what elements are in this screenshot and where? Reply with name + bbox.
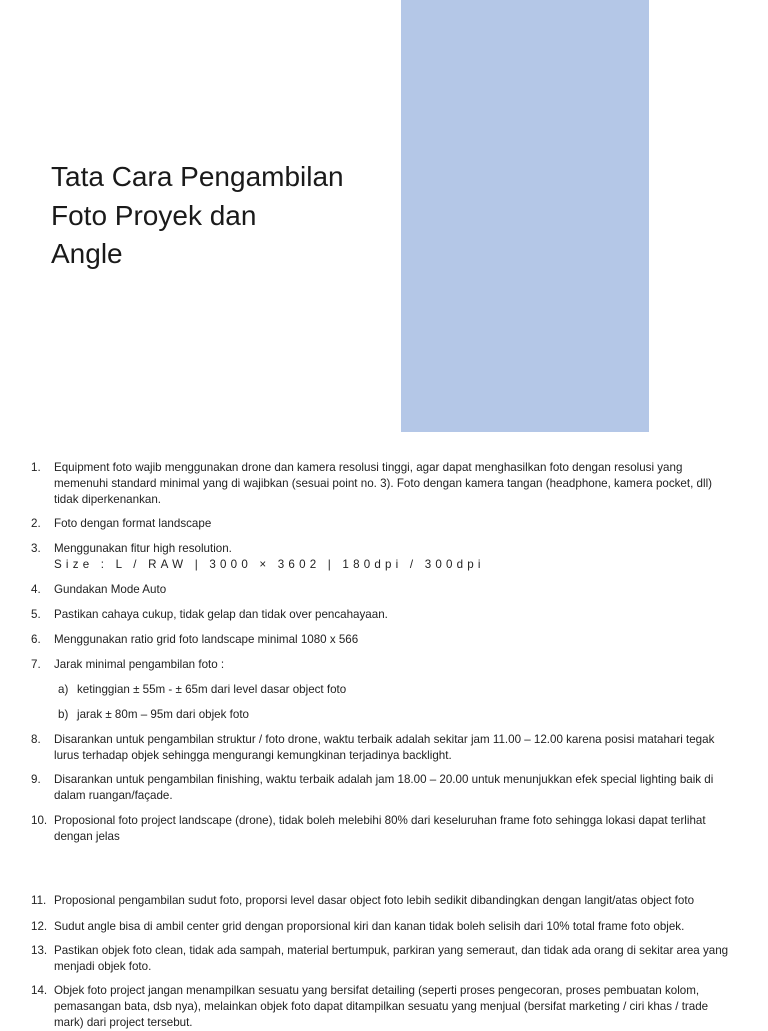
- list-number: 9.: [31, 773, 41, 786]
- list-number: 13.: [31, 944, 48, 957]
- list-number: 3.: [31, 542, 41, 555]
- title-line: Tata Cara Pengambilan: [51, 161, 344, 192]
- list-text: Jarak minimal pengambilan foto :: [54, 658, 225, 671]
- list-text: Disarankan untuk pengambilan finishing, waktu terbaik adalah jam 18.00 – 20.00 untuk menunjukkan efek special lighting baik di: [54, 773, 714, 786]
- list-text: Equipment foto wajib menggunakan drone dan kamera resolusi tinggi, agar dapat menghasilkan foto dengan resolusi yang: [54, 461, 683, 474]
- list-text: memenuhi standard minimal yang di wajibkan (sesuai point no. 3). Foto dengan kamera tangan (headphone, kamera pocket, dll): [54, 477, 713, 490]
- cover-image-panel: [401, 0, 649, 432]
- list-text: dalam ruangan/façade.: [54, 789, 173, 802]
- list-number: 10.: [31, 814, 48, 827]
- title-line: Foto Proyek dan: [51, 199, 257, 231]
- list-text: Menggunakan fitur high resolution.: [54, 542, 232, 555]
- list-text: Disarankan untuk pengambilan struktur / foto drone, waktu terbaik adalah sekitar jam 11.00 – 12.00 karena posisi matahari tegak: [54, 733, 715, 746]
- list-text: Pastikan objek foto clean, tidak ada sampah, material bertumpuk, parkiran yang semeraut, dan tidak ada orang di sekitar area yang: [54, 944, 729, 957]
- list-text: Pastikan cahaya cukup, tidak gelap dan tidak over pencahayaan.: [54, 608, 388, 621]
- document-title: [51, 158, 381, 274]
- list-text: Proposional foto project landscape (drone), tidak boleh melebihi 80% dari keseluruhan frame foto sehingga lokasi dapat terlihat: [54, 814, 706, 827]
- list-text: dengan jelas: [54, 830, 120, 843]
- list-text: Menggunakan ratio grid foto landscape minimal 1080 x 566: [54, 633, 359, 646]
- list-text: pemasangan bata, dsb nya), melainkan objek foto dapat ditampilkan sesuatu yang menjual (bersifat marketing / ciri khas / trade: [54, 1000, 709, 1013]
- list-number: 5.: [31, 608, 41, 621]
- list-text: ketinggian ± 55m - ± 65m dari level dasar object foto: [77, 683, 347, 696]
- list-text: Objek foto project jangan menampilkan sesuatu yang bersifat detailing (seperti proses pengecoran, proses pembuatan kolom,: [54, 984, 700, 997]
- list-number: 6.: [31, 633, 41, 646]
- title-line: Angle: [51, 238, 123, 269]
- list-number: 2.: [31, 517, 41, 530]
- list-number: 14.: [31, 984, 48, 997]
- sub-list-marker: b): [58, 708, 69, 721]
- sub-list-marker: a): [58, 683, 69, 696]
- size-spec-text: Size : L / RAW | 3000 × 3602 | 180dpi / 300dpi: [54, 558, 485, 571]
- list-text: lurus terhadap objek sehingga mengurangi kemungkinan terjadinya backlight.: [54, 749, 452, 762]
- list-text: Foto dengan format landscape: [54, 517, 212, 530]
- list-number: 1.: [31, 461, 41, 474]
- list-text: Gundakan Mode Auto: [54, 583, 167, 596]
- list-text: tidak diperkenankan.: [54, 493, 161, 506]
- list-number: 8.: [31, 733, 41, 746]
- list-number: 4.: [31, 583, 41, 596]
- list-text: menjadi objek foto.: [54, 960, 152, 973]
- list-number: 11.: [31, 894, 47, 907]
- list-number: 12.: [31, 920, 48, 933]
- list-text: Proposional pengambilan sudut foto, proporsi level dasar object foto lebih sedikit dibandingkan dengan langit/atas object foto: [54, 894, 695, 907]
- list-text: Sudut angle bisa di ambil center grid dengan proporsional kiri dan kanan tidak boleh selisih dari 10% total frame foto objek.: [54, 920, 685, 933]
- list-text: mark) dari project tersebut.: [54, 1016, 193, 1029]
- list-number: 7.: [31, 658, 41, 671]
- list-text: jarak ± 80m – 95m dari objek foto: [77, 708, 249, 721]
